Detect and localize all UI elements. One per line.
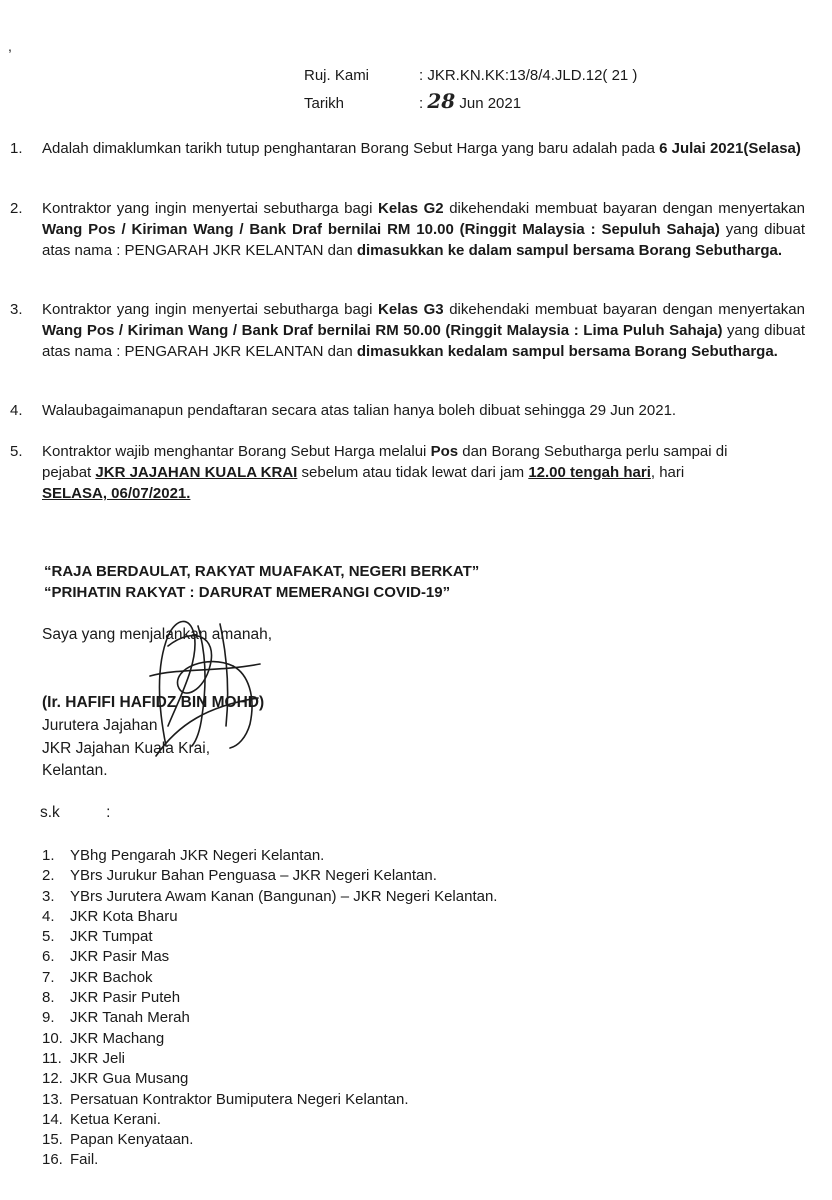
paragraph-4 <box>10 400 805 421</box>
list-number: 14. <box>42 1110 63 1128</box>
list-text: JKR Gua Musang <box>70 1070 189 1088</box>
list-item <box>42 968 497 988</box>
text-run-bold: dimasukkan kedalam sampul bersama Borang Sebutharga. <box>356 343 778 360</box>
list-text: YBrs Jurutera Awam Kanan (Bangunan) – JKR Negeri Kelantan. <box>70 887 498 905</box>
paragraph-5 <box>10 441 730 504</box>
class-g2: Kelas G2 <box>378 200 444 217</box>
list-item <box>42 1130 497 1150</box>
text-run: Adalah dimaklumkan tarikh tutup penghantaran Borang Sebut Harga yang baru adalah pada <box>42 140 660 157</box>
list-text: Persatuan Kontraktor Bumiputera Negeri Kelantan. <box>70 1090 409 1108</box>
closing-phrase: Saya yang menjalankan amanah, <box>42 626 273 643</box>
list-number: 5. <box>42 928 55 946</box>
ref-value: : JKR.KN.KK:13/8/4.JLD.12( 21 ) <box>419 67 638 84</box>
list-number: 15. <box>42 1131 63 1149</box>
paragraph-text: Walaubagaimanapun pendaftaran secara atas talian hanya boleh dibuat sehingga 29 Jun 2021. <box>42 402 677 419</box>
list-item <box>42 1069 497 1089</box>
list-item <box>42 907 497 927</box>
list-item <box>42 1090 497 1110</box>
text-run: yang dibuat atas nama : PENGARAH JKR KELANTAN dan <box>42 322 805 360</box>
list-text: JKR Bachok <box>70 968 153 986</box>
list-text: YBhg Pengarah JKR Negeri Kelantan. <box>70 847 325 864</box>
list-item <box>42 866 497 886</box>
signatory-name: (Ir. HAFIFI HAFIDZ BIN MOHD) <box>42 694 265 711</box>
text-run: dikehendaki membuat bayaran dengan menyertakan <box>443 301 805 318</box>
paragraph-number: 5. <box>10 443 23 460</box>
signatory-title: Jurutera Jajahan <box>42 717 158 734</box>
signatory-state: Kelantan. <box>42 762 108 779</box>
cc-colon: : <box>106 804 111 821</box>
list-text: Papan Kenyataan. <box>70 1131 194 1149</box>
motto-1: “RAJA BERDAULAT, RAKYAT MUAFAKAT, NEGERI BERKAT” <box>44 563 480 580</box>
paragraph-3 <box>10 299 805 362</box>
list-item <box>42 988 497 1008</box>
text-run: , hari <box>650 464 685 481</box>
paragraph-text <box>42 138 805 159</box>
list-number: 10. <box>42 1029 63 1047</box>
stray-mark: , <box>8 38 12 54</box>
list-text: JKR Pasir Mas <box>70 948 170 966</box>
payment-g2: Wang Pos / Kiriman Wang / Bank Draf bernilai RM 10.00 (Ringgit Malaysia : Sepuluh Sahaja) <box>42 221 720 238</box>
list-number: 16. <box>42 1151 63 1169</box>
list-item <box>42 887 497 907</box>
signatory-office: JKR Jajahan Kuala Krai, <box>42 740 211 757</box>
closing-date: 6 Julai 2021(Selasa) <box>659 140 801 157</box>
deadline-time: 12.00 tengah hari <box>528 464 651 481</box>
payment-g3: Wang Pos / Kiriman Wang / Bank Draf bernilai RM 50.00 (Ringgit Malaysia : Lima Puluh Sahaja) <box>42 322 723 339</box>
list-number: 6. <box>42 948 55 966</box>
date-label: Tarikh <box>304 95 345 112</box>
cc-list <box>42 846 497 1171</box>
list-item <box>42 1110 497 1130</box>
list-item <box>42 846 497 866</box>
signature-icon <box>138 606 278 766</box>
list-text: JKR Tanah Merah <box>70 1009 190 1027</box>
text-run-bold: dimasukkan ke dalam sampul bersama Borang Sebutharga. <box>356 242 782 259</box>
list-number: 13. <box>42 1090 63 1108</box>
paragraph-text <box>42 198 805 261</box>
paragraph-number: 1. <box>10 140 23 157</box>
list-text: Ketua Kerani. <box>70 1110 161 1128</box>
pos-bold: Pos <box>430 443 459 460</box>
paragraph-text <box>42 299 805 362</box>
paragraph-number: 3. <box>10 301 23 318</box>
list-text: JKR Kota Bharu <box>70 907 178 925</box>
reference-line <box>304 67 637 84</box>
list-text: JKR Tumpat <box>70 928 153 946</box>
list-number: 9. <box>42 1009 55 1027</box>
list-item <box>42 1029 497 1049</box>
deadline-date: SELASA, 06/07/2021. <box>42 485 191 502</box>
date-day-handwritten: 28 <box>427 89 456 113</box>
list-item <box>42 947 497 967</box>
list-text: YBrs Jurukur Bahan Penguasa – JKR Negeri Kelantan. <box>70 867 437 885</box>
list-number: 8. <box>42 989 55 1007</box>
paragraph-number: 4. <box>10 402 23 419</box>
list-text: Fail. <box>70 1151 99 1169</box>
cc-label-row <box>40 804 110 822</box>
list-item <box>42 1049 497 1069</box>
paragraph-text <box>42 441 730 504</box>
text-run: dan Borang Sebutharga perlu sampai di pejabat <box>42 443 728 481</box>
paragraph-2 <box>10 198 805 261</box>
date-colon: : <box>419 95 424 112</box>
list-number: 7. <box>42 968 55 986</box>
office-name: JKR JAJAHAN KUALA KRAI <box>95 464 298 481</box>
text-run: Kontraktor wajib menghantar Borang Sebut Harga melalui <box>42 443 431 460</box>
list-number: 12. <box>42 1070 63 1088</box>
paragraph-number: 2. <box>10 200 23 217</box>
date-rest: Jun 2021 <box>459 95 522 112</box>
list-number: 4. <box>42 907 55 925</box>
list-text: JKR Pasir Puteh <box>70 989 181 1007</box>
list-text: JKR Machang <box>70 1029 165 1047</box>
paragraph-1 <box>10 138 805 159</box>
list-text: JKR Jeli <box>70 1049 126 1067</box>
motto-2: “PRIHATIN RAKYAT : DARURAT MEMERANGI COVID-19” <box>44 584 451 601</box>
list-number: 11. <box>42 1049 62 1067</box>
list-number: 2. <box>42 867 55 885</box>
class-g3: Kelas G3 <box>378 301 444 318</box>
list-item <box>42 1008 497 1028</box>
ref-label: Ruj. Kami <box>304 67 370 84</box>
text-run: dikehendaki membuat bayaran dengan menyertakan <box>443 200 805 217</box>
list-item <box>42 927 497 947</box>
cc-label: s.k <box>40 804 60 821</box>
text-run: yang dibuat atas nama : PENGARAH JKR KELANTAN dan <box>42 221 805 259</box>
text-run: Kontraktor yang ingin menyertai sebutharga bagi <box>42 200 379 217</box>
list-number: 1. <box>42 847 55 864</box>
list-number: 3. <box>42 887 55 905</box>
list-item <box>42 1150 497 1170</box>
text-run: sebelum atau tidak lewat dari jam <box>297 464 529 481</box>
text-run: Kontraktor yang ingin menyertai sebutharga bagi <box>42 301 379 318</box>
date-line <box>304 89 521 113</box>
